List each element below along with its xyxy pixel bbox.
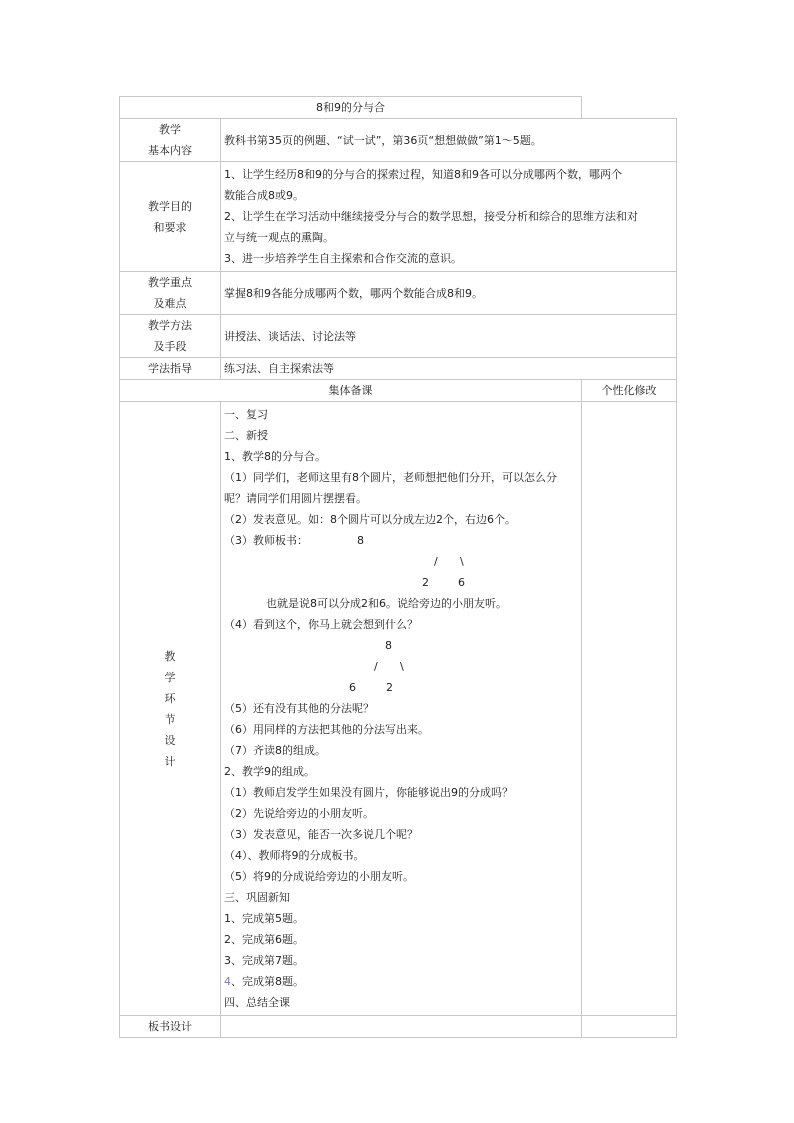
label-methods: 教学方法 及手段 (120, 315, 221, 358)
row-teaching-design (120, 402, 677, 1016)
value-teaching-design: 一、复习 二、新授 1、教学8的分与合。 （1）同学们，老师这里有8个圆片，老师想把他们分开，可以怎么分 呢？请同学们用圆片摆摆看。 （2）发表意见。如：8个圆片可以分成左边2个，右边6个。 （3）教师板书： 8 / \ 2 6 也就是说8可以分成2和6。说给旁边的小朋友听。 （4）看到这个，你马上就会想到什么？ 8 / \ 6 2 （5）还有没有其他的分法呢？ （6）用同样的方法把其他的分法写出来。 （7）齐读8的组成。 2、教学9的组成。 （1）教师启发学生如果没有圆片，你能够说出9的分成吗？ （2）先说给旁边的小朋友听。 （3）发表意见，能否一次多说几个呢？ （4）、教师将9的分成板书。 （5）将9的分成说给旁边的小朋友听。 三、巩固新知 1、完成第5题。 2、完成第6题。 3、完成第7题。 4、完成第8题。 四、总结全课 (221, 402, 582, 1016)
row-study-guide (120, 358, 677, 380)
label-board-design: 板书设计 (120, 1016, 221, 1038)
value-methods: 讲授法、谈话法、讨论法等 (221, 315, 677, 358)
title-blank (582, 97, 677, 119)
board-notes-cell[interactable] (582, 1016, 677, 1038)
lesson-plan-table (119, 96, 677, 1038)
row-key-points (120, 272, 677, 315)
value-board-design[interactable] (221, 1016, 582, 1038)
personal-notes-cell[interactable] (582, 402, 677, 1016)
row-methods (120, 315, 677, 358)
label-study-guide: 学法指导 (120, 358, 221, 380)
value-basic-content: 教科书第35页的例题、“试一试”，第36页“想想做做”第1～5题。 (221, 119, 677, 162)
board-line-1: （3）教师板书： 8 (224, 534, 364, 547)
row-section-header (120, 380, 677, 402)
header-collective: 集体备课 (120, 380, 582, 402)
row-board-design (120, 1016, 677, 1038)
value-aims: 1、让学生经历8和9的分与合的探索过程，知道8和9各可以分成哪两个数，哪两个 数能合成8或9。 2、让学生在学习活动中继续接受分与合的数学思想，接受分析和综合的思维方法和对 立与统一观点的熏陶。 3、进一步培养学生自主探索和合作交流的意识。 (221, 162, 677, 272)
title-row (120, 97, 677, 119)
row-basic-content (120, 119, 677, 162)
value-key-points: 掌握8和9各能分成哪两个数，哪两个数能合成8和9。 (221, 272, 677, 315)
value-study-guide: 练习法、自主探索法等 (221, 358, 677, 380)
label-aims: 教学目的 和要求 (120, 162, 221, 272)
label-key-points: 教学重点 及难点 (120, 272, 221, 315)
page-title: 8和9的分与合 (120, 97, 582, 119)
label-teaching-design: 教 学 环 节 设 计 (120, 402, 221, 1016)
label-basic-content: 教学 基本内容 (120, 119, 221, 162)
header-personal: 个性化修改 (582, 380, 677, 402)
row-aims (120, 162, 677, 272)
